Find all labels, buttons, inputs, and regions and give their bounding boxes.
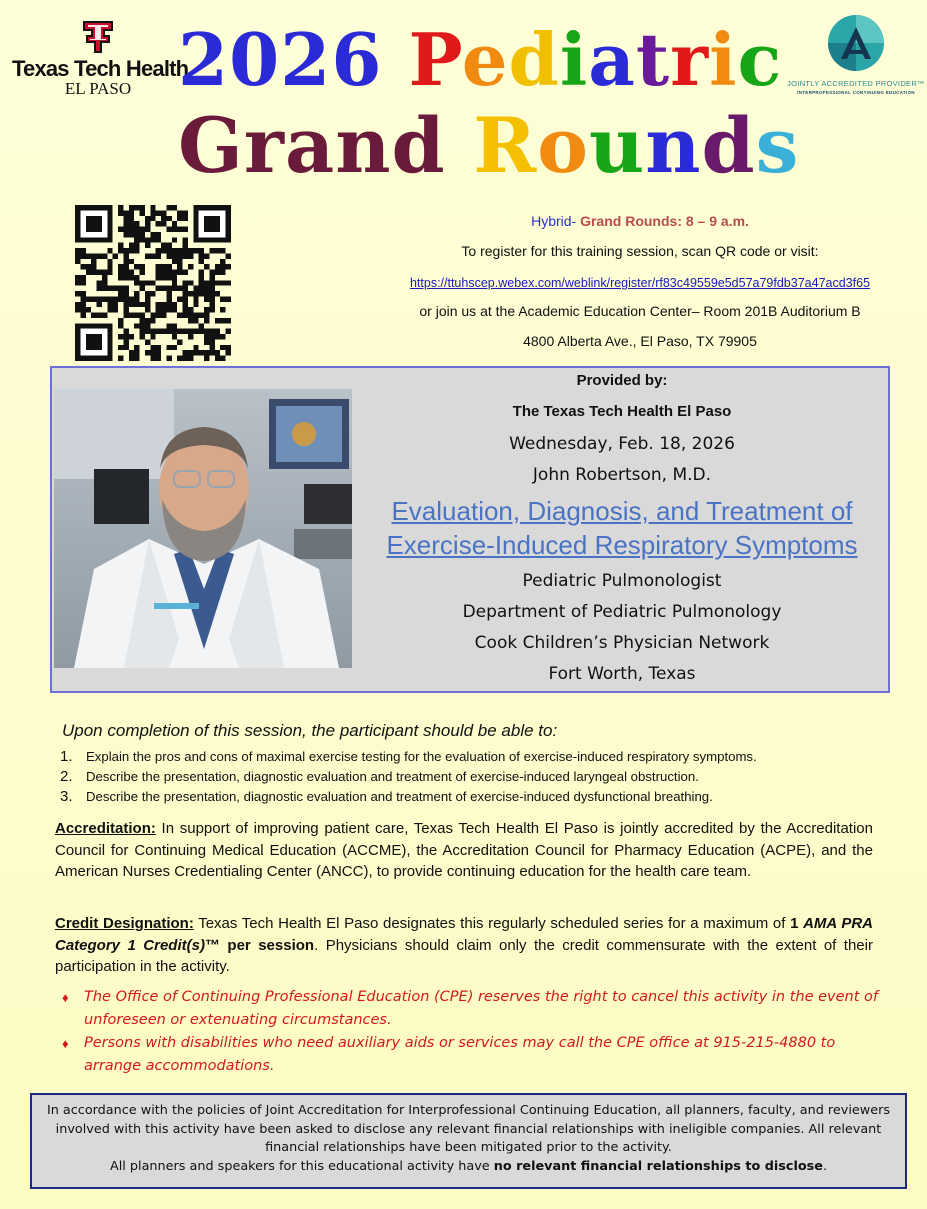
org-location: EL PASO — [64, 79, 132, 98]
list-item — [60, 786, 900, 806]
title-letter — [446, 101, 473, 190]
mode-label: Hybrid- — [531, 213, 577, 229]
objective-text: Explain the pros and cons of maximal exercise testing for the evaluation of exercise-induced respiratory symptoms. — [86, 748, 757, 764]
ja-sublabel: INTERPROFESSIONAL CONTINUING EDUCATION — [797, 90, 915, 95]
title-letter: i — [709, 17, 738, 102]
credit-label: Credit Designation: — [55, 915, 194, 932]
ja-label: JOINTLY ACCREDITED PROVIDER™ — [787, 79, 925, 88]
registration-instructions: To register for this training session, scan QR code or visit: — [461, 243, 819, 259]
provided-by-label: Provided by: — [576, 372, 668, 389]
speaker-name: John Robertson, M.D. — [532, 465, 712, 485]
disclosure-statement — [32, 1158, 905, 1177]
list-item — [62, 986, 882, 1032]
address: 4800 Alberta Ave., El Paso, TX 79905 — [523, 333, 757, 349]
note-text: Persons with disabilities who need auxiliary aids or services may call the CPE office at 915-215-4880 to arrange accommodations. — [84, 1035, 836, 1074]
title-letter: 2 — [280, 17, 332, 102]
title-letter: t — [635, 17, 671, 102]
diamond-bullet-icon: ♦ — [62, 990, 69, 1005]
title-letter: n — [335, 101, 392, 190]
item-number: 1. — [60, 747, 73, 765]
double-t-icon — [82, 20, 114, 54]
joint-accreditation-icon — [827, 14, 885, 72]
title-letter: 2 — [178, 17, 230, 102]
event-title-line1 — [178, 17, 783, 102]
provider-name: The Texas Tech Health El Paso — [512, 403, 732, 420]
diamond-bullet-icon: ♦ — [62, 1036, 69, 1051]
title-letter: R — [473, 101, 538, 190]
speaker-city: Fort Worth, Texas — [548, 664, 696, 684]
title-letter: c — [737, 17, 783, 102]
registration-time-line — [360, 213, 920, 229]
title-letter: i — [559, 17, 589, 102]
item-number: 3. — [60, 787, 73, 805]
title-letter: s — [755, 101, 800, 190]
disclosure-text: In accordance with the policies of Joint Accreditation for Interprofessional Continuing Education, all planners, faculty, and reviewers involved with this activity have been asked to disclose any relevant financial relationships with ineligible companies. All relevant financial relationships have been mitigated prior to the activity. — [46, 1103, 891, 1155]
credit-paragraph — [55, 913, 873, 978]
disclosure-statement-a: All planners and speakers for this educational activity have — [109, 1158, 494, 1174]
objective-text: Describe the presentation, diagnostic evaluation and treatment of exercise-induced laryngeal obstruction. — [86, 768, 699, 784]
speaker-network: Cook Children’s Physician Network — [474, 633, 770, 653]
title-letter: r — [243, 101, 285, 190]
notes-list — [62, 986, 882, 1078]
title-letter: e — [461, 17, 509, 102]
disclosure-statement-bold: no relevant financial relationships to disclose — [493, 1158, 823, 1174]
title-letter: d — [701, 101, 756, 190]
joint-accreditation-logo — [786, 14, 926, 95]
credit-amount: 1 — [790, 915, 804, 932]
session-date: Wednesday, Feb. 18, 2026 — [509, 434, 735, 454]
credit-per-session: ™ per session — [204, 936, 315, 954]
disclosure-statement-end: . — [822, 1158, 828, 1174]
disclosure-box — [30, 1093, 907, 1189]
registration-link[interactable]: https://ttuhscep.webex.com/weblink/register/rf83c49559e5d57a79fdb37a47acd3f65 — [409, 276, 871, 290]
title-letter: d — [508, 17, 560, 102]
objective-text: Describe the presentation, diagnostic evaluation and treatment of exercise-induced dysfunctional breathing. — [86, 788, 713, 804]
registration-qr-code[interactable] — [75, 205, 231, 361]
title-letter — [382, 17, 408, 102]
title-letter: r — [670, 17, 710, 102]
title-letter: P — [408, 17, 462, 102]
speaker-role: Pediatric Pulmonologist — [522, 571, 722, 591]
title-letter: a — [588, 17, 636, 102]
talk-title-line2[interactable]: Exercise-Induced Respiratory Symptoms — [386, 530, 858, 560]
org-name: Texas Tech Health — [12, 56, 189, 81]
note-text: The Office of Continuing Professional Education (CPE) reserves the right to cancel this activity in the event of unforeseen or extenuating circumstances. — [84, 989, 879, 1028]
list-item — [60, 746, 900, 766]
talk-title-line1[interactable]: Evaluation, Diagnosis, and Treatment of — [391, 496, 853, 526]
title-letter: n — [645, 101, 702, 190]
objectives-list — [60, 746, 900, 806]
accreditation-label: Accreditation: — [55, 820, 156, 837]
credit-text-a: Texas Tech Health El Paso designates this regularly scheduled series for a maximum of — [193, 915, 791, 932]
event-title-line2 — [178, 101, 800, 190]
credit-category: AMA PRA Category 1 Credit(s) — [55, 915, 873, 954]
speaker-photo — [54, 389, 352, 668]
title-letter: 6 — [331, 17, 383, 102]
accreditation-text: In support of improving patient care, Texas Tech Health El Paso is jointly accredited by the Accreditation Council for Continuing Medical Education (ACCME), the Accreditation Council for Pharmacy Education (ACPE), and the American Nurses Credentialing Center (ANCC), to provide continuing education for the health care team. — [55, 820, 873, 880]
registration-link-line — [360, 274, 920, 290]
venue: or join us at the Academic Education Center– Room 201B Auditorium B — [419, 303, 861, 319]
title-letter: o — [537, 101, 589, 190]
time-label: Grand Rounds: 8 – 9 a.m. — [580, 213, 749, 229]
title-letter: 0 — [229, 17, 281, 102]
title-letter: u — [588, 101, 646, 190]
texas-tech-logo — [12, 20, 189, 102]
list-item — [60, 766, 900, 786]
item-number: 2. — [60, 767, 73, 785]
speaker-box — [50, 366, 890, 693]
title-letter: a — [284, 101, 336, 190]
title-letter: d — [391, 101, 446, 190]
credit-text-b: . Physicians should claim only the credit commensurate with the extent of their participation in the activity. — [55, 936, 873, 975]
objectives-heading: Upon completion of this session, the participant should be able to: — [62, 721, 558, 740]
title-letter: G — [178, 101, 244, 190]
accreditation-paragraph — [55, 818, 873, 883]
list-item — [62, 1032, 882, 1078]
speaker-department: Department of Pediatric Pulmonology — [462, 602, 782, 622]
